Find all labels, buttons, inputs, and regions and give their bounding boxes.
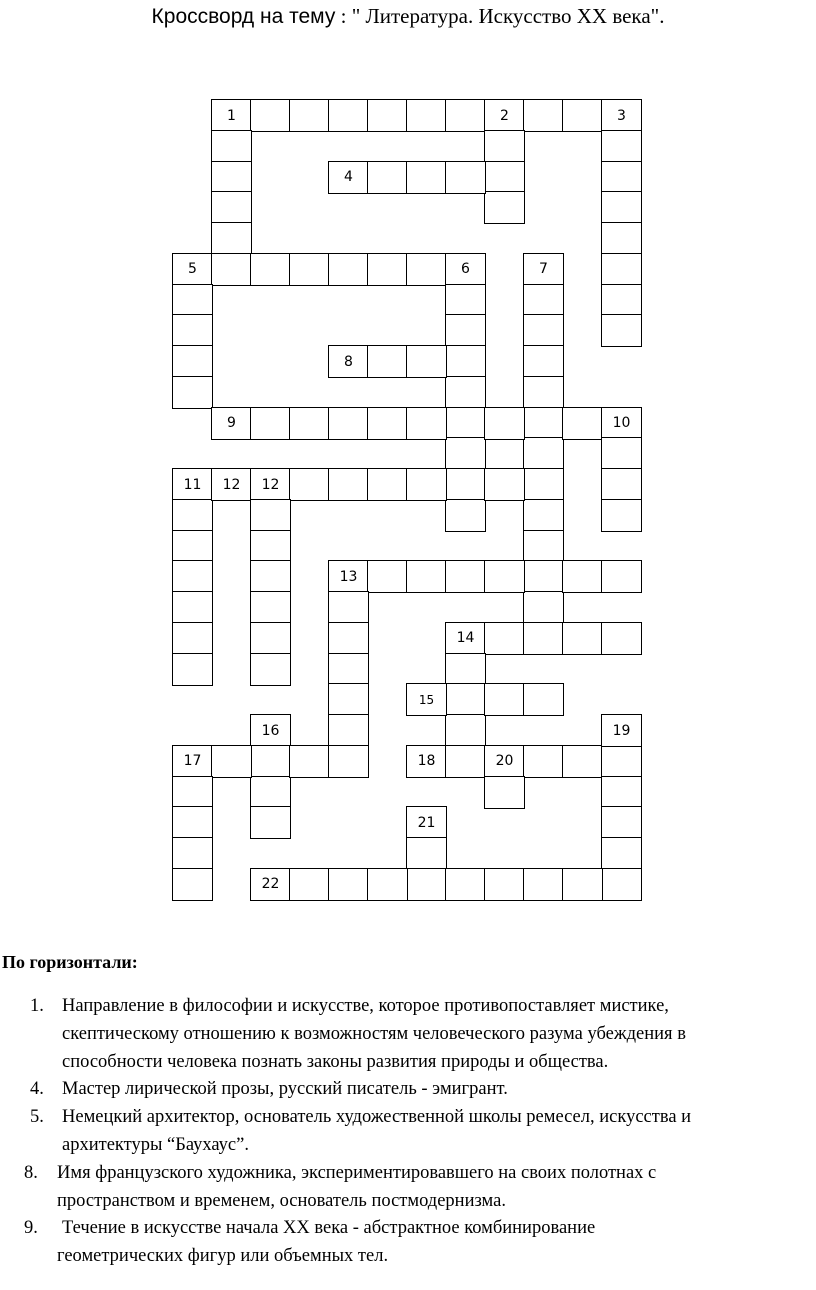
- crossword-cell[interactable]: [173, 623, 212, 654]
- across-heading: По горизонтали:: [2, 952, 138, 972]
- clue-item: [0, 1159, 816, 1215]
- crossword-cell[interactable]: [485, 623, 524, 654]
- clue-number: 12: [261, 476, 280, 493]
- crossword-cell[interactable]: [563, 869, 602, 900]
- clue-number: 14: [456, 630, 475, 647]
- crossword-cell[interactable]: [173, 592, 212, 623]
- crossword-cell[interactable]: [524, 500, 563, 531]
- crossword-cell[interactable]: [602, 162, 641, 193]
- crossword-cell[interactable]: [524, 746, 563, 777]
- crossword-cell[interactable]: [524, 592, 563, 623]
- clue-number: 9: [227, 415, 236, 431]
- crossword-cell[interactable]: [329, 715, 368, 746]
- crossword-cell[interactable]: [290, 746, 329, 777]
- crossword-cell[interactable]: [368, 408, 407, 439]
- crossword-cell[interactable]: [602, 746, 641, 777]
- crossword-cell[interactable]: [446, 408, 485, 439]
- crossword-cell[interactable]: [524, 469, 563, 500]
- crossword-cell[interactable]: [329, 408, 368, 439]
- crossword-cell[interactable]: [524, 285, 563, 316]
- clue-number: 22: [261, 876, 280, 893]
- clue-number: 13: [339, 568, 358, 585]
- crossword-cell[interactable]: [251, 531, 290, 562]
- crossword-cell[interactable]: [329, 346, 368, 377]
- crossword-cell[interactable]: [446, 746, 485, 777]
- crossword-cell[interactable]: [251, 408, 290, 439]
- crossword-cell[interactable]: [173, 377, 212, 408]
- crossword-cell[interactable]: [290, 869, 329, 900]
- crossword-cell[interactable]: [368, 346, 407, 377]
- crossword-cell[interactable]: [524, 684, 563, 715]
- crossword-cell[interactable]: [524, 100, 563, 131]
- crossword-cell[interactable]: [446, 654, 485, 685]
- crossword-cell[interactable]: [563, 100, 602, 131]
- crossword-cell[interactable]: [251, 654, 290, 685]
- clue-number: 10: [612, 415, 631, 431]
- crossword-cell[interactable]: [251, 623, 290, 654]
- crossword-cell[interactable]: [290, 408, 329, 439]
- crossword-cell[interactable]: [173, 346, 212, 377]
- crossword-cell[interactable]: [368, 254, 407, 285]
- crossword-cell[interactable]: [173, 746, 212, 777]
- crossword-cell[interactable]: [329, 561, 368, 592]
- crossword-cell[interactable]: [251, 807, 290, 838]
- clue-text-line: Мастер лирической прозы, русский писатель - эмигрант.: [62, 1079, 508, 1099]
- crossword-cell[interactable]: [173, 807, 212, 838]
- clue-item: [0, 992, 816, 1076]
- clue-text-line: способности человека познать законы развития природы и общества.: [62, 1052, 609, 1072]
- clue-number: 1.: [30, 996, 44, 1016]
- clue-number: 8.: [24, 1163, 38, 1183]
- crossword-cell[interactable]: [173, 254, 212, 285]
- crossword-cell[interactable]: [602, 408, 641, 439]
- clue-number: 8: [344, 353, 353, 370]
- crossword-cell[interactable]: [368, 469, 407, 500]
- crossword-cell[interactable]: [407, 469, 446, 500]
- crossword-cell[interactable]: [173, 869, 212, 900]
- crossword-cell[interactable]: [524, 438, 563, 469]
- crossword-cell[interactable]: [173, 777, 212, 808]
- crossword-cell[interactable]: [602, 315, 641, 346]
- clue-number: 20: [495, 753, 514, 770]
- crossword-cell[interactable]: [524, 869, 563, 900]
- crossword-cell[interactable]: [563, 623, 602, 654]
- crossword-cell[interactable]: [173, 838, 212, 869]
- crossword-cell[interactable]: [212, 408, 251, 439]
- crossword-cell[interactable]: [602, 869, 641, 900]
- crossword-cell[interactable]: [602, 561, 641, 592]
- crossword-cell[interactable]: [485, 684, 524, 715]
- crossword-cell[interactable]: [407, 869, 446, 900]
- crossword-cell[interactable]: [602, 131, 641, 162]
- crossword-cell[interactable]: [485, 869, 524, 900]
- clue-number: 17: [183, 753, 202, 770]
- clue-number: 4: [344, 169, 353, 185]
- crossword-cell[interactable]: [212, 162, 251, 193]
- crossword-cell[interactable]: [212, 469, 251, 500]
- crossword-cell[interactable]: [446, 438, 485, 469]
- crossword-cell[interactable]: [407, 346, 446, 377]
- crossword-cell[interactable]: [446, 684, 485, 715]
- crossword-cell[interactable]: [290, 469, 329, 500]
- crossword-cell[interactable]: [446, 346, 485, 377]
- crossword-cell[interactable]: [407, 807, 446, 838]
- clue-number: 5.: [30, 1107, 44, 1127]
- crossword-cell[interactable]: [485, 408, 524, 439]
- crossword-cell[interactable]: [251, 254, 290, 285]
- crossword-cell[interactable]: [329, 684, 368, 715]
- clue-item: [0, 1075, 816, 1103]
- crossword-cell[interactable]: [446, 100, 485, 131]
- crossword-cell[interactable]: [446, 469, 485, 500]
- title-separator: :: [335, 4, 352, 28]
- crossword-cell[interactable]: [407, 746, 446, 777]
- crossword-cell[interactable]: [173, 654, 212, 685]
- crossword-cell[interactable]: [407, 561, 446, 592]
- crossword-cell[interactable]: [407, 100, 446, 131]
- crossword-cell[interactable]: [212, 254, 251, 285]
- crossword-cell[interactable]: [407, 838, 446, 869]
- crossword-cell[interactable]: [329, 869, 368, 900]
- crossword-cell[interactable]: [446, 285, 485, 316]
- clue-item: [0, 1214, 816, 1270]
- crossword-cell[interactable]: [485, 100, 524, 131]
- crossword-cell[interactable]: [329, 592, 368, 623]
- clue-number: 2: [500, 107, 509, 124]
- clue-number: 5: [188, 261, 197, 278]
- crossword-cell[interactable]: [524, 623, 563, 654]
- crossword-cell[interactable]: [485, 469, 524, 500]
- crossword-cell[interactable]: [173, 531, 212, 562]
- crossword-cell[interactable]: [602, 100, 641, 131]
- crossword-cell[interactable]: [290, 254, 329, 285]
- crossword-cell[interactable]: [602, 438, 641, 469]
- crossword-cell[interactable]: [602, 838, 641, 869]
- clue-number: 21: [417, 814, 436, 831]
- crossword-cell[interactable]: [485, 162, 524, 193]
- crossword-cell[interactable]: [602, 715, 641, 746]
- crossword-cell[interactable]: [446, 315, 485, 346]
- crossword-cell[interactable]: [173, 315, 212, 346]
- crossword-cell[interactable]: [251, 561, 290, 592]
- crossword-cell[interactable]: [563, 746, 602, 777]
- crossword-cell[interactable]: [524, 315, 563, 346]
- clue-number: 11: [183, 476, 202, 493]
- crossword-cell[interactable]: [212, 100, 251, 131]
- crossword-cell[interactable]: [329, 254, 368, 285]
- crossword-cell[interactable]: [368, 561, 407, 592]
- crossword-cell[interactable]: [329, 162, 368, 193]
- crossword-cell[interactable]: [602, 469, 641, 500]
- crossword-cell[interactable]: [251, 746, 290, 777]
- crossword-cell[interactable]: [251, 592, 290, 623]
- crossword-cell[interactable]: [602, 500, 641, 531]
- clue-number: 7: [539, 261, 548, 278]
- crossword-cell[interactable]: [485, 777, 524, 808]
- crossword-cell[interactable]: [446, 561, 485, 592]
- crossword-cell[interactable]: [524, 254, 563, 285]
- crossword-cell[interactable]: [446, 162, 485, 193]
- title-topic: " Литература. Искусство XX века".: [351, 4, 665, 28]
- crossword-cell[interactable]: [602, 192, 641, 223]
- clue-text-line: геометрических фигур или объемных тел.: [57, 1246, 389, 1266]
- crossword-cell[interactable]: [485, 192, 524, 223]
- crossword-cell[interactable]: [251, 715, 290, 746]
- crossword-cell[interactable]: [251, 100, 290, 131]
- crossword-cell[interactable]: [524, 531, 563, 562]
- clue-text-line: Имя французского художника, экспериментировавшего на своих полотнах с: [57, 1163, 657, 1183]
- crossword-cell[interactable]: [524, 346, 563, 377]
- crossword-cell[interactable]: [524, 408, 563, 439]
- crossword-cell[interactable]: [407, 684, 446, 715]
- crossword-cell[interactable]: [329, 654, 368, 685]
- crossword-cell[interactable]: [602, 777, 641, 808]
- crossword-cell[interactable]: [368, 162, 407, 193]
- clue-text-line: скептическому отношению к возможностям человеческого разума убеждения в: [62, 1024, 686, 1044]
- crossword-cell[interactable]: [407, 162, 446, 193]
- crossword-cell[interactable]: [173, 285, 212, 316]
- clue-text-line: Течение в искусстве начала XX века - абстрактное комбинирование: [62, 1218, 596, 1238]
- crossword-cell[interactable]: [368, 100, 407, 131]
- crossword-cell[interactable]: [212, 192, 251, 223]
- clue-number: 1: [227, 107, 236, 124]
- crossword-cell[interactable]: [407, 254, 446, 285]
- crossword-cell[interactable]: [212, 746, 251, 777]
- crossword-cell[interactable]: [251, 469, 290, 500]
- crossword-cell[interactable]: [446, 715, 485, 746]
- clue-number: 19: [612, 722, 631, 739]
- crossword-cell[interactable]: [251, 777, 290, 808]
- crossword-cell[interactable]: [368, 869, 407, 900]
- clue-text-line: архитектуры “Баухаус”.: [62, 1135, 249, 1155]
- crossword-cell[interactable]: [329, 100, 368, 131]
- crossword-cell[interactable]: [251, 869, 290, 900]
- crossword-cell[interactable]: [173, 561, 212, 592]
- clue-text-line: пространством и временем, основатель постмодернизма.: [57, 1191, 506, 1211]
- clue-number: 15: [418, 692, 435, 707]
- crossword-cell[interactable]: [173, 469, 212, 500]
- title-main: Кроссворд на тему: [151, 5, 336, 28]
- crossword-cell[interactable]: [446, 869, 485, 900]
- clue-number: 18: [417, 753, 436, 770]
- crossword-cell[interactable]: [446, 377, 485, 408]
- crossword-cell[interactable]: [251, 500, 290, 531]
- crossword-cell[interactable]: [524, 377, 563, 408]
- clue-number: 4.: [30, 1079, 44, 1099]
- crossword-cell[interactable]: [173, 500, 212, 531]
- crossword-cell[interactable]: [290, 100, 329, 131]
- clue-text-line: Немецкий архитектор, основатель художественной школы ремесел, искусства и: [62, 1107, 692, 1127]
- crossword-cell[interactable]: [212, 131, 251, 162]
- clue-number: 3: [617, 107, 626, 124]
- crossword-cell[interactable]: [524, 561, 563, 592]
- crossword-cell[interactable]: [446, 254, 485, 285]
- crossword-cell[interactable]: [602, 623, 641, 654]
- clue-item: [0, 1103, 816, 1159]
- crossword-cell[interactable]: [407, 408, 446, 439]
- crossword-cell[interactable]: [446, 623, 485, 654]
- crossword-cell[interactable]: [602, 223, 641, 254]
- crossword-cell[interactable]: [563, 561, 602, 592]
- crossword-cell[interactable]: [485, 131, 524, 162]
- clue-number: 16: [261, 722, 280, 739]
- clue-number: 9.: [24, 1218, 38, 1238]
- crossword-cell[interactable]: [563, 408, 602, 439]
- clue-number: 6: [461, 261, 470, 278]
- crossword-cell[interactable]: [329, 746, 368, 777]
- crossword-cell[interactable]: [329, 623, 368, 654]
- crossword-cell[interactable]: [485, 561, 524, 592]
- crossword-cell[interactable]: [329, 469, 368, 500]
- clue-number: 12: [222, 476, 241, 493]
- clue-text-line: Направление в философии и искусстве, которое противопоставляет мистике,: [62, 996, 669, 1016]
- crossword-cell[interactable]: [602, 285, 641, 316]
- crossword-cell[interactable]: [446, 500, 485, 531]
- crossword-cell[interactable]: [602, 254, 641, 285]
- crossword-cell[interactable]: [212, 223, 251, 254]
- crossword-cell[interactable]: [602, 807, 641, 838]
- crossword-cell[interactable]: [485, 746, 524, 777]
